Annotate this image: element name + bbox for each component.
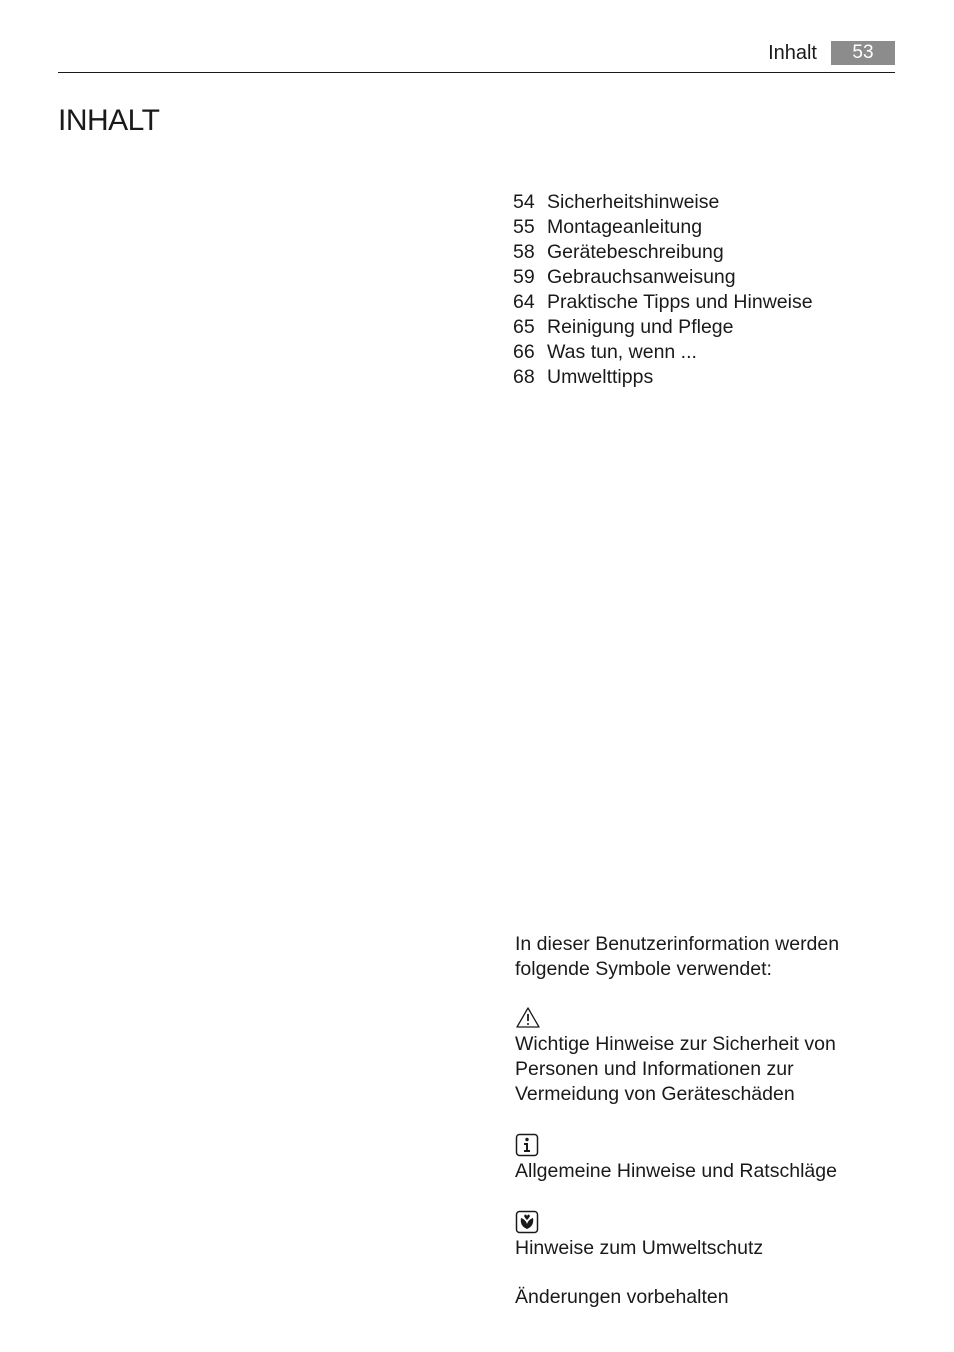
warning-description-line: Wichtige Hinweise zur Sicherheit von xyxy=(515,1033,836,1055)
toc-item[interactable] xyxy=(513,240,813,265)
symbol-intro xyxy=(515,932,875,982)
toc-page-number: 54 xyxy=(513,191,535,213)
toc-page-number: 68 xyxy=(513,366,535,388)
header-section-label: Inhalt xyxy=(768,42,817,64)
info-description: Allgemeine Hinweise und Ratschläge xyxy=(515,1160,837,1182)
toc-page-number: 55 xyxy=(513,216,535,238)
toc-item[interactable] xyxy=(513,265,813,290)
toc-label: Gerätebeschreibung xyxy=(547,241,724,263)
toc-page-number: 66 xyxy=(513,341,535,363)
toc-label: Was tun, wenn ... xyxy=(547,341,697,363)
warning-description-line: Vermeidung von Geräteschäden xyxy=(515,1083,795,1105)
symbol-intro-line: folgende Symbole verwendet: xyxy=(515,958,772,980)
toc-label: Sicherheitshinweise xyxy=(547,191,720,213)
environment-symbol-block xyxy=(515,1210,875,1261)
toc-item[interactable] xyxy=(513,290,813,315)
toc-page-number: 59 xyxy=(513,266,535,288)
warning-triangle-icon xyxy=(515,1006,875,1032)
toc-item[interactable] xyxy=(513,315,813,340)
footer-note: Änderungen vorbehalten xyxy=(515,1286,729,1308)
toc-page-number: 58 xyxy=(513,241,535,263)
page-title: INHALT xyxy=(58,104,160,137)
toc-label: Praktische Tipps und Hinweise xyxy=(547,291,813,313)
symbol-legend xyxy=(515,932,875,1310)
toc-page-number: 64 xyxy=(513,291,535,313)
warning-description xyxy=(515,1032,875,1107)
symbol-intro-line: In dieser Benutzerinformation werden xyxy=(515,933,840,955)
toc-label: Umwelttipps xyxy=(547,366,654,388)
toc-page-number: 65 xyxy=(513,316,535,338)
toc-item[interactable] xyxy=(513,365,813,390)
toc-label: Gebrauchsanweisung xyxy=(547,266,736,288)
page-header xyxy=(58,38,895,73)
environment-description: Hinweise zum Umweltschutz xyxy=(515,1237,764,1259)
toc-item[interactable] xyxy=(513,340,813,365)
environment-leaf-icon xyxy=(515,1210,875,1236)
toc-item[interactable] xyxy=(513,190,813,215)
toc-label: Montageanleitung xyxy=(547,216,703,238)
warning-symbol-block xyxy=(515,1006,875,1107)
info-icon xyxy=(515,1133,875,1159)
page-number: 53 xyxy=(831,41,895,65)
info-symbol-block xyxy=(515,1133,875,1184)
toc-item[interactable] xyxy=(513,215,813,240)
warning-description-line: Personen und Informationen zur xyxy=(515,1058,794,1080)
table-of-contents xyxy=(513,190,813,390)
toc-label: Reinigung und Pflege xyxy=(547,316,734,338)
